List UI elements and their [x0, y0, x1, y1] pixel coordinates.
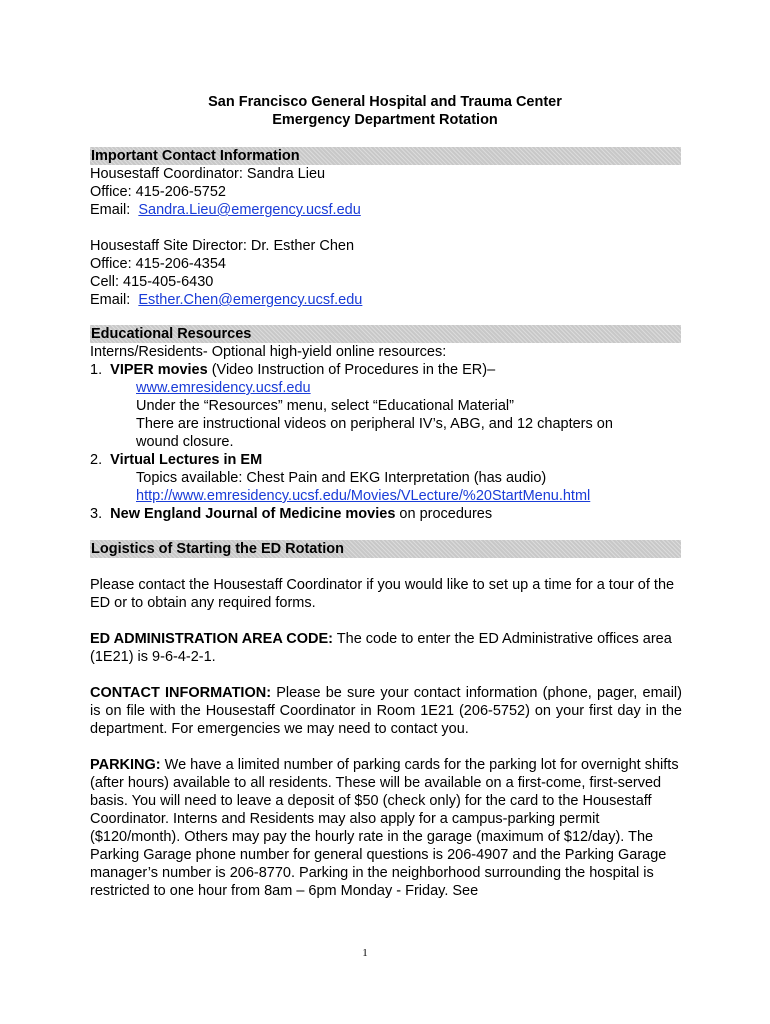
viper-line3: There are instructional videos on peripheral IV’s, ABG, and 12 chapters on: [136, 416, 613, 432]
logistics-paragraph-4: [90, 756, 682, 900]
education-section: [90, 343, 682, 523]
lectures-link[interactable]: http://www.emresidency.ucsf.edu/Movies/VLecture/%20StartMenu.html: [136, 488, 591, 504]
item-desc: (Video Instruction of Procedures in the ER)–: [207, 362, 496, 378]
paragraph-text: Please contact the Housestaff Coordinator if you would like to set up a time for a tour of the ED or to obtain any required forms.: [90, 577, 675, 611]
paragraph-label: CONTACT INFORMATION:: [90, 685, 272, 701]
email-label: Email:: [90, 292, 131, 308]
paragraph-body: Please be sure your contact information (phone, pager, email) is on file with the Housestaff Coordinator in Room 1E21 (206-5752) on your first day in the department. For emergencies we may need to contact you.: [90, 685, 682, 737]
director-name: Housestaff Site Director: Dr. Esther Chen: [90, 238, 355, 254]
viper-line2: Under the “Resources” menu, select “Educational Material”: [136, 398, 514, 414]
resource-item-viper: [90, 361, 682, 379]
coordinator-office: Office: 415-206-5752: [90, 184, 226, 200]
logistics-section-heading: Logistics of Starting the ED Rotation: [90, 540, 681, 558]
contact-section: [90, 165, 682, 309]
blank-line: [90, 219, 682, 237]
page-number: 1: [362, 947, 368, 959]
paragraph-text: [90, 630, 682, 666]
coordinator-name: Housestaff Coordinator: Sandra Lieu: [90, 166, 326, 182]
director-office: Office: 415-206-4354: [90, 256, 226, 272]
paragraph-text: [90, 684, 682, 738]
coordinator-email-line: [90, 201, 682, 219]
document-header: [90, 93, 680, 129]
logistics-paragraph-1: [90, 576, 682, 612]
item-title: VIPER movies: [110, 362, 208, 378]
item-title: Virtual Lectures in EM: [110, 452, 263, 468]
header-title: San Francisco General Hospital and Trauma Center: [208, 94, 562, 110]
resource-item-lectures: [90, 451, 682, 469]
header-subtitle: Emergency Department Rotation: [272, 112, 498, 128]
lectures-topics: Topics available: Chest Pain and EKG Interpretation (has audio): [136, 470, 547, 486]
viper-link-line: [90, 379, 682, 397]
lectures-link-line: [90, 487, 682, 505]
education-section-heading: Educational Resources: [90, 325, 681, 343]
education-intro: Interns/Residents- Optional high-yield online resources:: [90, 344, 447, 360]
list-number: 2.: [90, 452, 103, 468]
logistics-paragraph-2: [90, 630, 682, 666]
paragraph-label: PARKING:: [90, 757, 161, 773]
viper-link[interactable]: www.emresidency.ucsf.edu: [136, 380, 311, 396]
resource-item-nejm: [90, 505, 682, 523]
contact-section-heading: Important Contact Information: [90, 147, 681, 165]
item-desc: on procedures: [395, 506, 493, 522]
list-number: 3.: [90, 506, 103, 522]
logistics-paragraph-3: [90, 684, 682, 738]
email-label: Email:: [90, 202, 131, 218]
director-email-line: [90, 291, 682, 309]
item-title: New England Journal of Medicine movies: [110, 506, 396, 522]
director-cell: Cell: 415-405-6430: [90, 274, 214, 290]
list-number: 1.: [90, 362, 103, 378]
paragraph-label: ED ADMINISTRATION AREA CODE:: [90, 631, 334, 647]
paragraph-body: We have a limited number of parking cards for the parking lot for overnight shifts (after hours) available to all residents. These will be available on a first-come, first-served basis. You will need to leave a deposit of $50 (check only) for the card to the Housestaff Coordinator. Interns and Residents may also apply for a campus-parking permit ($120/month). Others may pay the hourly rate in the garage (maximum of $12/day). The Parking Garage phone number for general questions is 206-4907 and the Parking Garage manager’s number is 206-8770. Parking in the neighborhood surrounding the hospital is restricted to one hour from 8am – 6pm Monday - Friday. See: [90, 757, 679, 899]
viper-line4: wound closure.: [136, 434, 234, 450]
paragraph-body: The code to enter the ED Administrative offices area (1E21) is 9-6-4-2-1.: [90, 631, 672, 665]
coordinator-email-link[interactable]: Sandra.Lieu@emergency.ucsf.edu: [138, 202, 361, 218]
director-email-link[interactable]: Esther.Chen@emergency.ucsf.edu: [138, 292, 363, 308]
paragraph-text: [90, 756, 682, 900]
